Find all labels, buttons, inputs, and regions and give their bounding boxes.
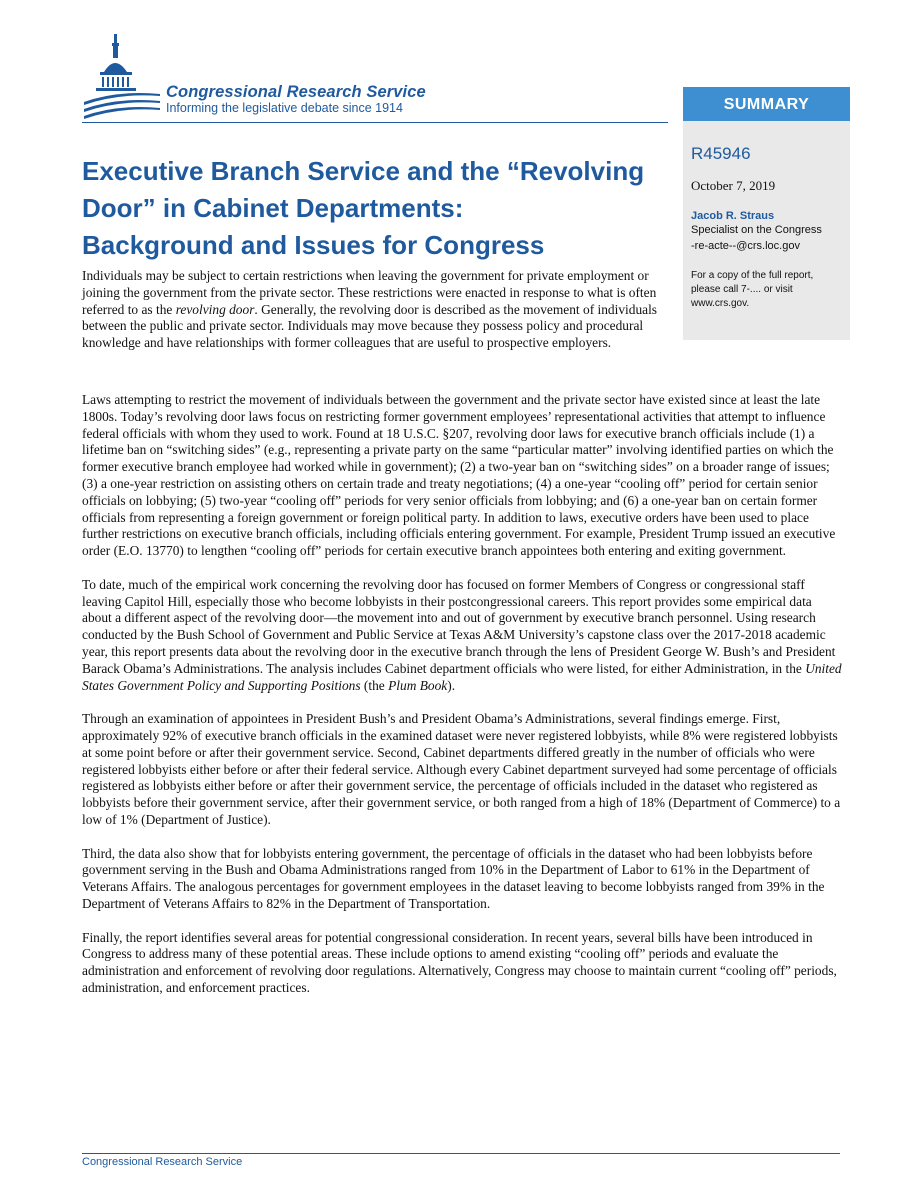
header-divider xyxy=(82,122,668,123)
copy-note: For a copy of the full report, please call 7-.... or visit www.crs.gov. xyxy=(691,270,814,309)
report-number: R45946 xyxy=(691,144,751,163)
intro-text: . Generally, the revolving door is described as the movement of individuals between the public and private sector. Individuals may move because they possess policy and procedural knowledge and have relationships with former colleagues that are useful to prospective employers. xyxy=(82,301,658,351)
org-tagline: Informing the legislative debate since 1914 xyxy=(166,101,403,115)
footer-text: Congressional Research Service xyxy=(82,1156,243,1168)
intro-paragraph xyxy=(82,268,672,352)
paragraph-empirical xyxy=(82,577,842,695)
plum-book-full-title: United States Government Policy and Supporting Positions xyxy=(82,660,842,693)
summary-sidebar xyxy=(683,87,850,340)
intro-emphasis: revolving door xyxy=(175,301,255,317)
crs-capitol-logo-icon xyxy=(82,32,162,124)
paragraph-text: To date, much of the empirical work concerning the revolving door has focused on former Members of Congress or congressional staff leaving Capitol Hill, especially those who become lobbyists in their postcongressional careers. This report provides some empirical data about a different aspect of the revolving door—the movement into and out of government by executive branch personnel. Using research conducted by the Bush School of Government and Public Service at Texas A&M University’s capstone class over the 2017-2018 academic year, this report presents data about the revolving door in the executive branch through the lens of President George W. Bush’s and President Barack Obama’s Administrations. The analysis includes Cabinet department officials who were listed, for either Administration, in the xyxy=(82,576,836,676)
brand-block xyxy=(166,83,426,116)
title-line: Executive Branch Service and the “Revolving xyxy=(82,156,645,186)
author-email[interactable]: -re-acte--@crs.loc.gov xyxy=(691,240,800,252)
author-title: Specialist on the Congress xyxy=(691,224,822,236)
summary-heading: SUMMARY xyxy=(683,87,850,121)
paragraph-considerations: Finally, the report identifies several areas for potential congressional consideration. In recent years, several bills have been introduced in Congress to address many of these potential areas. These include options to amend existing “cooling off” periods and evaluate the administration and enforcement of revolving door regulations. Alternatively, Congress may choose to maintain current “cooling off” periods, administration, and enforcement practices. xyxy=(82,929,837,995)
footer-divider xyxy=(82,1153,840,1154)
org-name: Congressional Research Service xyxy=(166,83,426,101)
plum-book-short-title: Plum Book xyxy=(388,677,448,693)
paragraph-text: ). xyxy=(447,677,456,693)
intro-text: Individuals may be subject to certain restrictions when leaving the government for private employment or joining the government from the private sector. These restrictions were enacted in response to what is often referred to as the xyxy=(82,268,657,317)
paragraph-lobbyists: Third, the data also show that for lobbyists entering government, the percentage of officials in the dataset who had been lobbyists before government serving in the Bush and Obama Administrations ranged from 10% in the Department of Labor to 61% in the Department of Veterans Affairs. The analogous percentages for government employees in the dataset leaving to become lobbyists ranged from 39% in the Department of Veterans Affairs to 82% in the Department of Transportation. xyxy=(82,845,825,911)
summary-body xyxy=(82,392,842,1013)
title-line: Door” in Cabinet Departments: xyxy=(82,193,464,223)
title-line: Background and Issues for Congress xyxy=(82,230,545,260)
paragraph-laws: Laws attempting to restrict the movement of individuals between the government and the private sector have existed since at least the late 1800s. Today’s revolving door laws focus on restricting former government employees’ representational activities that attempt to influence federal officials with whom they used to work. Found at 18 U.S.C. §207, revolving door laws for executive branch officials include (1) a lifetime ban on “switching sides” (e.g., representing a private party on the same “particular matter” involving identified parties on which the former executive branch employee had worked while in government); (2) a two-year ban on “switching sides” on a broader range of issues; (3) a one-year restriction on assisting others on certain trade and treaty negotiations; (4) a one-year “cooling off” period for certain senior officials on lobbying; (5) two-year “cooling off” periods for very senior officials from lobbying; and (6) a one-year ban on certain former officials from representing a foreign government or foreign political party. In addition to laws, executive orders have been used to place further restrictions on executive branch officials, including officials entering government. For example, President Trump issued an executive order (E.O. 13770) to lengthen “cooling off” periods for certain executive branch appointees both entering and exiting government. xyxy=(82,392,836,559)
paragraph-findings: Through an examination of appointees in President Bush’s and President Obama’s Administrations, several findings emerge. First, approximately 92% of executive branch officials in the examined dataset were never registered lobbyists, while 8% were registered lobbyists at some point before or after their government service. Second, Cabinet departments differed greatly in the number of officials who were registered lobbyists either before or after their federal service. Although every Cabinet department surveyed had some percentage of officials registered as lobbyists either before or after their government service, the percentage of officials included in the dataset who registered as lobbyists before their government service, after their government service, or both ranged from a high of 18% (Department of Commerce) to a low of 1% (Department of Justice). xyxy=(82,711,841,827)
report-title xyxy=(82,153,672,264)
report-date: October 7, 2019 xyxy=(691,178,776,193)
author-name[interactable]: Jacob R. Straus xyxy=(691,210,775,222)
paragraph-text: (the xyxy=(360,677,389,693)
